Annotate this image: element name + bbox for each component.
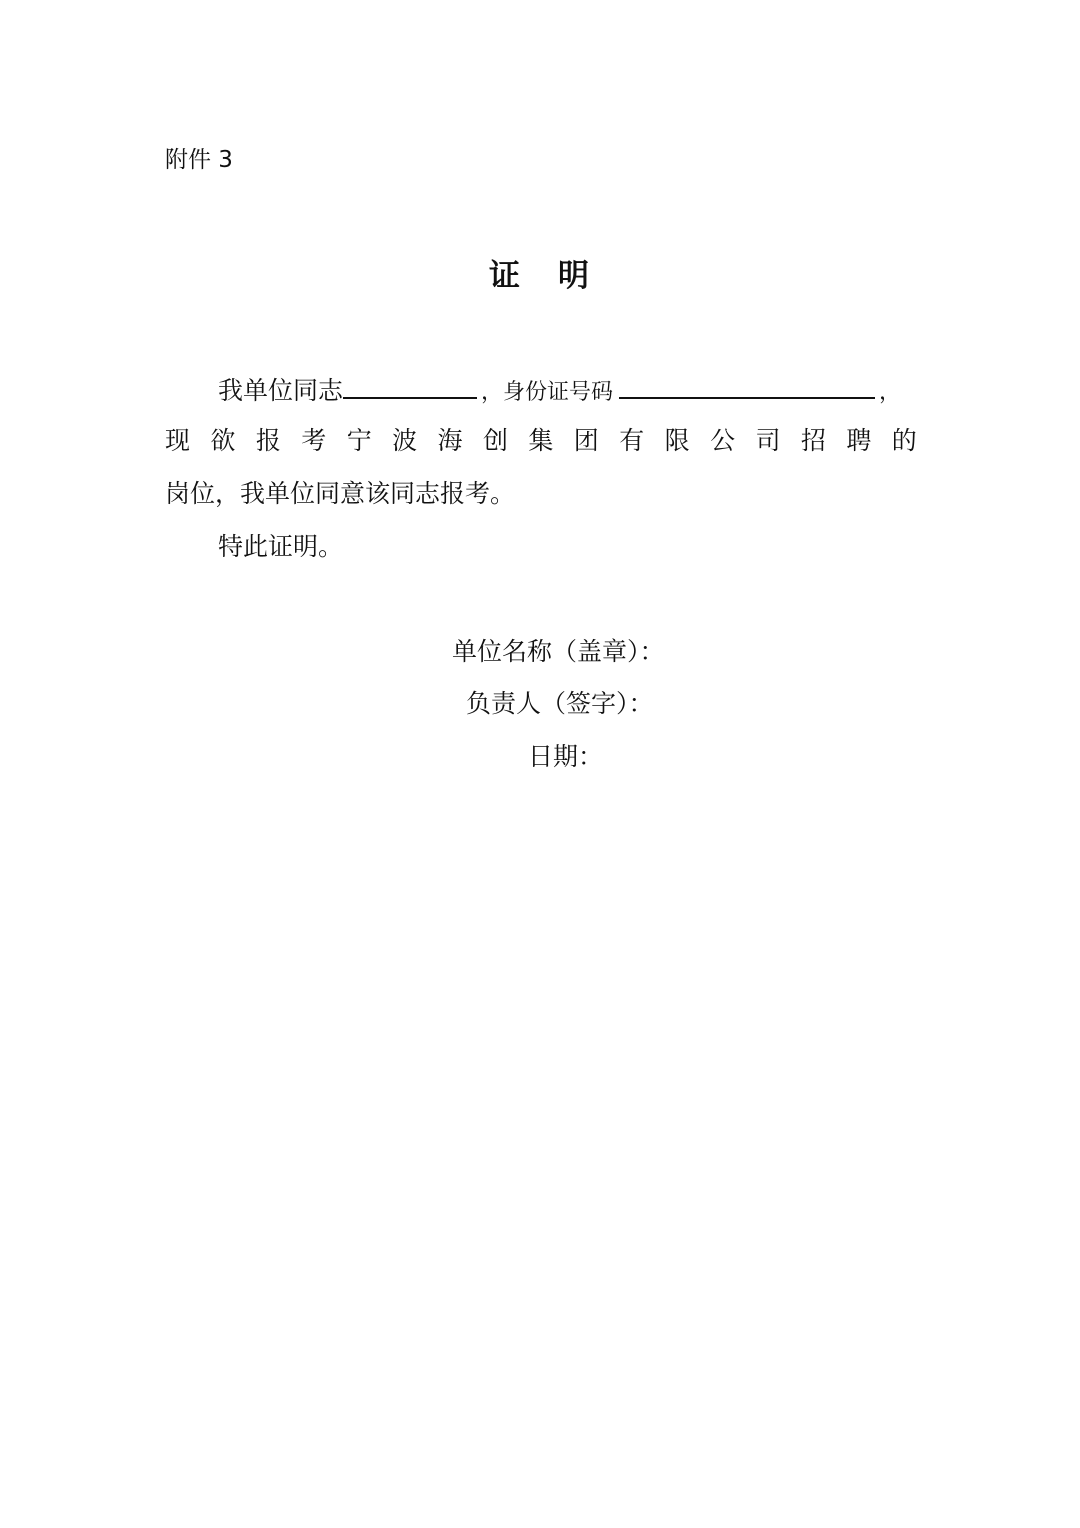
responsible-person-signature-label: 负责人（签字）： [466,689,654,718]
page-title [0,254,1080,298]
id-number-blank-field [619,369,875,399]
line2-char: 公 [710,426,736,455]
line2-char: 波 [392,426,418,455]
line1-prefix: 我单位同志 [218,376,344,405]
paragraph-line-2 [165,423,917,459]
title-char-1: 证 [489,258,522,294]
line2-char: 团 [573,426,599,455]
date-label: 日期： [528,742,604,771]
attachment-label: 附件 3 [165,147,233,173]
line2-char: 现 [165,426,191,455]
name-blank-field [343,369,477,399]
line2-char: 考 [301,426,327,455]
line1-mid: ，身份证号码 [481,380,614,405]
line2-char: 创 [482,426,508,455]
closing-statement: 特此证明。 [218,532,344,561]
paragraph-line-1 [218,369,901,411]
unit-name-seal-label: 单位名称（盖章）： [452,637,665,666]
line2-char: 司 [755,426,781,455]
line2-char: 有 [619,426,645,455]
line2-char: 限 [664,426,690,455]
paragraph-line-3: 岗位，我单位同意该同志报考。 [165,479,516,508]
line2-char: 集 [528,426,554,455]
line2-char: 聘 [846,426,872,455]
line2-char: 欲 [210,426,236,455]
line2-char: 海 [437,426,463,455]
title-char-2: 明 [558,258,591,294]
line2-char: 报 [255,426,281,455]
line1-end: ， [879,380,902,405]
line2-char: 招 [800,426,826,455]
line2-char: 宁 [346,426,372,455]
line2-char: 的 [891,426,917,455]
